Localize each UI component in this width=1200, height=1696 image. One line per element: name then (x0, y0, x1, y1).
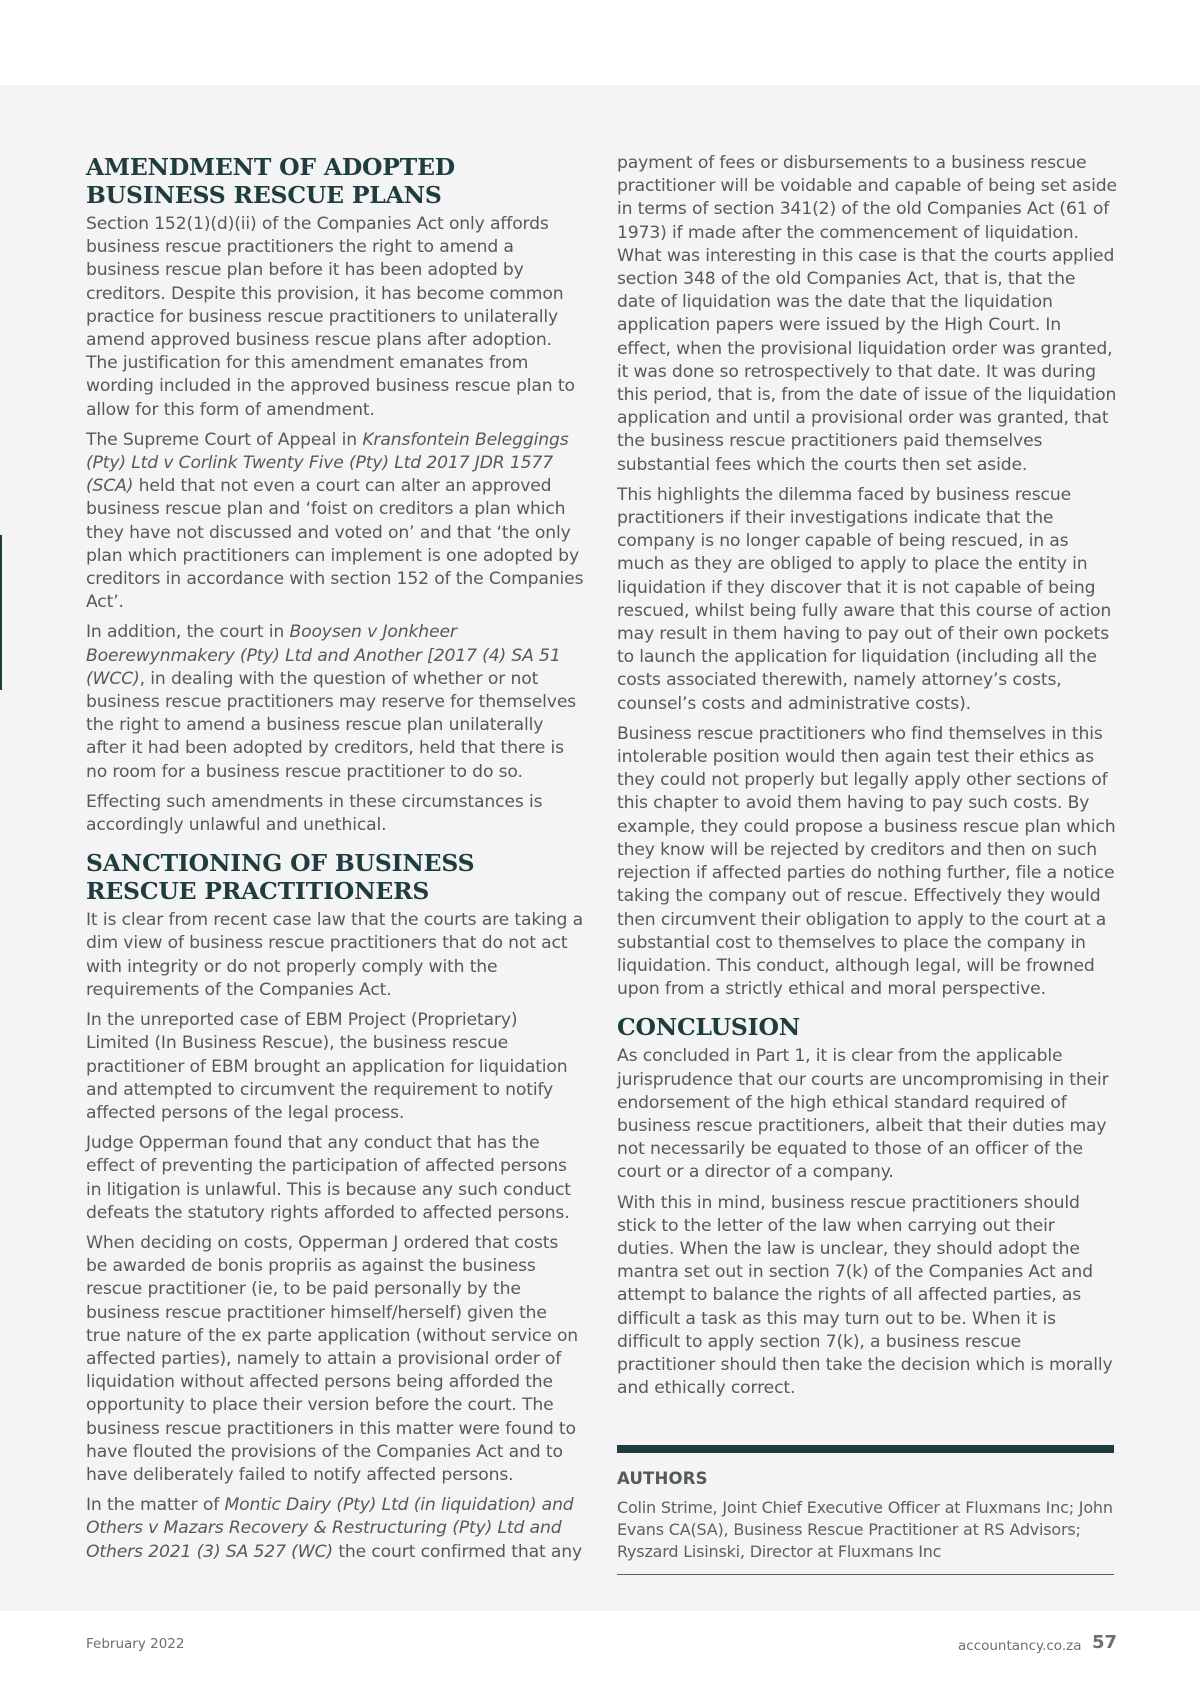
authors-bottom-rule (617, 1574, 1114, 1575)
paragraph: In addition, the court in Booysen v Jonkheer Boerewynmakery (Pty) Ltd and Another [2017 (4) SA 51 (WCC), in dealing with the question of whether or not business rescue practitioners may reserve for themselves the right to amend a business rescue plan unilaterally after it had been adopted by creditors, held that there is no room for a business rescue practitioner to do so. (86, 622, 577, 782)
right-column (617, 152, 1117, 1407)
paragraph: This highlights the dilemma faced by business rescue practitioners if their investigations indicate that the company is no longer capable of being rescued, in as much as they are obliged to apply to place the entity in liquidation if they discover that it is not capable of being rescued, whilst being fully aware that this course of action may result in them having to pay out of their own pockets to launch the application for liquidation (including all the costs associated therewith, namely attorney’s costs, counsel’s costs and administrative costs). (617, 484, 1112, 714)
paragraph: In the unreported case of EBM Project (Proprietary) Limited (In Business Rescue), the business rescue practitioner of EBM brought an application for liquidation and attempted to circumvent the requirement to notify affected persons of the legal process. (86, 1010, 568, 1123)
case-citation: Montic Dairy (Pty) Ltd (in liquidation) and Others v Mazars Recovery & Restructuring (Pty) Ltd and Others 2021 (3) SA 527 (WC) (86, 1495, 574, 1562)
paragraph: payment of fees or disbursements to a business rescue practitioner will be voidable and capable of being set aside in terms of section 341(2) of the old Companies Act (61 of 1973) if made after the commencement of liquidation. What was interesting in this case is that the courts applied section 348 of the old Companies Act, that is, that the date of liquidation was the date that the liquidation application papers were issued by the High Court. In effect, when the provisional liquidation order was granted, it was done so retrospectively to that date. It was during this period, that is, from the date of issue of the liquidation application and until a provisional order was granted, that the business rescue practitioners paid themselves substantial fees which the courts then set aside. (617, 153, 1117, 475)
left-column (86, 153, 584, 1571)
authors-divider (617, 1445, 1114, 1453)
paragraph: As concluded in Part 1, it is clear from the applicable jurisprudence that our courts are uncompromising in their endorsement of the high ethical standard required of business rescue practitioners, albeit that their duties may not necessarily be equated to those of an officer of the court or a director of a company. (617, 1046, 1109, 1183)
paragraph: In the matter of Montic Dairy (Pty) Ltd (in liquidation) and Others v Mazars Recovery & Restructuring (Pty) Ltd and Others 2021 (3) SA 527 (WC) the court confirmed that any (86, 1495, 583, 1562)
case-citation: Kransfontein Beleggings (Pty) Ltd v Corlink Twenty Five (Pty) Ltd 2017 JDR 1577 (SCA) (86, 429, 569, 497)
heading-sanctioning: SANCTIONING OF BUSINESS RESCUE PRACTITIONERS (86, 849, 475, 906)
page-number: 57 (1092, 1632, 1118, 1653)
paragraph: The Supreme Court of Appeal in Kransfontein Beleggings (Pty) Ltd v Corlink Twenty Five (Pty) Ltd 2017 JDR 1577 (SCA) held that not even a court can alter an approved business rescue plan and ‘foist on creditors a plan which they have not discussed and voted on’ and that ‘the only plan which practitioners can implement is one adopted by creditors in accordance with section 152 of the Companies Act’. (86, 429, 584, 613)
paragraph: Section 152(1)(d)(ii) of the Companies Act only affords business rescue practitioners the right to amend a business rescue plan before it has been adopted by creditors. Despite this provision, it has become common practice for business rescue practitioners to unilaterally amend approved business rescue plans after adoption. The justification for this amendment emanates from wording included in the approved business rescue plan to allow for this form of amendment. (86, 214, 575, 420)
paragraph: With this in mind, business rescue practitioners should stick to the letter of the law when carrying out their duties. When the law is unclear, they should adopt the mantra set out in section 7(k) of the Companies Act and attempt to balance the rights of all affected parties, as difficult a task as this may turn out to be. When it is difficult to apply section 7(k), a business rescue practitioner should then take the decision which is morally and ethically correct. (617, 1192, 1113, 1399)
paragraph: Effecting such amendments in these circumstances is accordingly unlawful and unethical. (86, 791, 543, 836)
authors-list: Colin Strime, Joint Chief Executive Officer at Fluxmans Inc; John Evans CA(SA), Business Rescue Practitioner at RS Advisors; Ryszard Lisinski, Director at Fluxmans Inc (617, 1498, 1113, 1561)
paragraph: Judge Opperman found that any conduct that has the effect of preventing the participation of affected persons in litigation is unlawful. This is because any such conduct defeats the statutory rights afforded to affected persons. (86, 1133, 571, 1223)
footer-date: February 2022 (86, 1636, 185, 1652)
paragraph: It is clear from recent case law that the courts are taking a dim view of business rescue practitioners that do not act with integrity or do not properly comply with the requirements of the Companies Act. (86, 910, 583, 1000)
footer-website: accountancy.co.za (958, 1638, 1082, 1654)
authors-heading: AUTHORS (617, 1469, 708, 1488)
heading-amendment: AMENDMENT OF ADOPTED BUSINESS RESCUE PLANS (86, 153, 455, 209)
heading-conclusion: CONCLUSION (617, 1013, 801, 1042)
paragraph: When deciding on costs, Opperman J ordered that costs be awarded de bonis propriis as against the business rescue practitioner (ie, to be paid personally by the business rescue practitioner himself/herself) given the true nature of the ex parte application (without service on affected parties), namely to attain a provisional order of liquidation without affected persons being afforded the opportunity to place their version before the court. The business rescue practitioners in this matter were found to have flouted the provisions of the Companies Act and to have deliberately failed to notify affected persons. (86, 1232, 579, 1485)
case-citation: Booysen v Jonkheer Boerewynmakery (Pty) Ltd and Another [2017 (4) SA 51 (WCC) (86, 622, 561, 689)
paragraph: Business rescue practitioners who find themselves in this intolerable position would then again test their ethics as they could not properly but legally apply other sections of this chapter to avoid them having to pay such costs. By example, they could propose a business rescue plan which they know will be rejected by creditors and then on such rejection if affected parties do nothing further, file a notice taking the company out of rescue. Effectively they would then circumvent their obligation to apply to the court at a substantial cost to themselves to place the company in liquidation. This conduct, although legal, will be frowned upon from a strictly ethical and moral perspective. (617, 723, 1116, 1000)
margin-marker (0, 535, 2, 690)
